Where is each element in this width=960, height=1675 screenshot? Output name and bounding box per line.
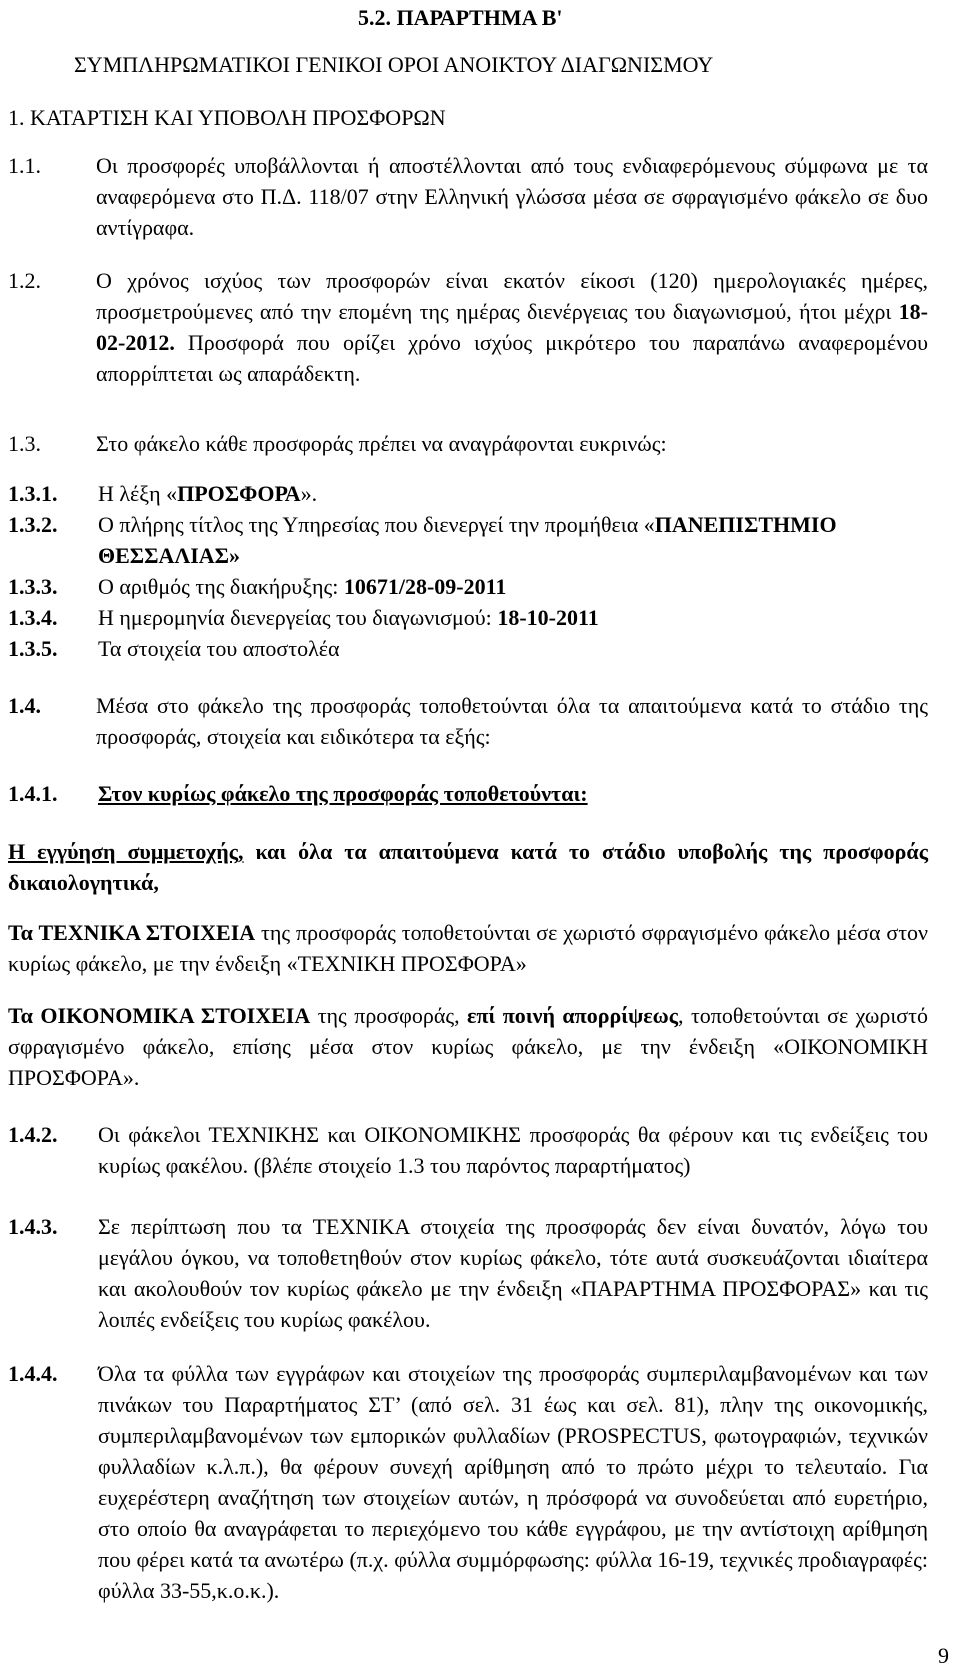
page-number: 9	[938, 1643, 949, 1668]
clause-number: 1.3.4.	[8, 605, 58, 630]
clause-text: Όλα τα φύλλα των εγγράφων και στοιχείων της προσφοράς συμπεριλαμβανομένων και των πινάκων του Παραρτήματος ΣΤ’ (από σελ. 31 έως και σελ. 81), πλην της οικονομικής, συμπεριλαμβανομένων των εμπορικών φυλλαδίων (PROSPECTUS, φωτογραφιών, τεχνικών φυλλαδίων κ.λ.π.), θα φέρουν συνεχή αρίθμηση από το πρώτο μέχρι το τελευταίο. Για ευχερέστερη αναζήτηση των στοιχείων αυτών, η πρόσφορά να συνοδεύεται από ευρετήριο, στο οποίο θα αναγράφεται το περιεχόμενο του κάθε εγγράφου, με την αντίστοιχη αρίθμηση που φέρει κατά τα ανωτέρω (π.χ. φύλλα συμμόρφωσης: φύλλα 16-19, τεχνικές προδιαγραφές: φύλλα 33-55,κ.ο.κ.).	[98, 1361, 928, 1603]
guarantee-paragraph: Η εγγύηση συμμετοχής, και όλα τα απαιτούμενα κατά το στάδιο υποβολής της προσφοράς δικαιολογητικά,	[8, 839, 928, 895]
clause-number: 1.1.	[8, 153, 41, 178]
clause-text: Οι φάκελοι ΤΕΧΝΙΚΗΣ και ΟΙΚΟΝΟΜΙΚΗΣ προσφοράς θα φέρουν και τις ενδείξεις του κυρίως φακέλου. (βλέπε στοιχείο 1.3 του παρόντος παραρτήματος)	[98, 1122, 928, 1178]
clause-1-4-2	[8, 1119, 928, 1181]
clause-1-3	[8, 428, 928, 459]
clause-number: 1.3.	[8, 431, 41, 456]
section-title: 1. ΚΑΤΑΡΤΙΣΗ ΚΑΙ ΥΠΟΒΟΛΗ ΠΡΟΣΦΟΡΩΝ	[8, 105, 446, 130]
clause-number: 1.2.	[8, 268, 41, 293]
clause-number: 1.3.1.	[8, 481, 58, 506]
clause-number: 1.4.	[8, 693, 41, 718]
clause-number: 1.4.1.	[8, 781, 58, 806]
clause-1-1	[8, 150, 928, 243]
clause-number: 1.4.2.	[8, 1122, 58, 1147]
clause-1-4-3	[8, 1211, 928, 1335]
clause-number: 1.3.5.	[8, 636, 58, 661]
technical-paragraph: Τα ΤΕΧΝΙΚΑ ΣΤΟΙΧΕΙΑ της προσφοράς τοποθετούνται σε χωριστό σφραγισμένο φάκελο μέσα στον κυρίως φάκελο, με την ένδειξη «ΤΕΧΝΙΚΗ ΠΡΟΣΦΟΡΑ»	[8, 920, 929, 976]
clause-text: Στο φάκελο κάθε προσφοράς πρέπει να αναγράφονται ευκρινώς:	[96, 431, 667, 456]
clause-1-3-1: 1.3.1. Η λέξη «ΠΡΟΣΦΟΡΑ».	[8, 478, 928, 509]
clause-1-2	[8, 265, 928, 389]
clause-text: Οι προσφορές υποβάλλονται ή αποστέλλονται από τους ενδιαφερόμενους σύμφωνα με τα αναφερόμενα στο Π.Δ. 118/07 στην Ελληνική γλώσσα μέσα σε σφραγισμένο φάκελο σε δυο αντίγραφα.	[96, 153, 928, 240]
clause-number: 1.4.4.	[8, 1361, 58, 1386]
clause-1-3-4: 1.3.4. Η ημερομηνία διενεργείας του διαγωνισμού: 18-10-2011	[8, 602, 928, 633]
clause-number: 1.4.3.	[8, 1214, 58, 1239]
clause-text: Μέσα στο φάκελο της προσφοράς τοποθετούνται όλα τα απαιτούμενα κατά το στάδιο της προσφοράς, στοιχεία και ειδικότερα τα εξής:	[96, 693, 928, 749]
validity-date: 18-02-2012.	[96, 299, 928, 355]
clause-1-3-2: 1.3.2. Ο πλήρης τίτλος της Υπηρεσίας που διενεργεί την προμήθεια «ΠΑΝΕΠΙΣΤΗΜΙΟ ΘΕΣΣΑΛΙΑΣ»	[8, 509, 928, 571]
clause-1-4	[8, 690, 928, 752]
clause-1-3-5: 1.3.5. Τα στοιχεία του αποστολέα	[8, 633, 928, 664]
clause-number: 1.3.3.	[8, 574, 58, 599]
clause-heading: Στον κυρίως φάκελο της προσφοράς τοποθετούνται:	[98, 781, 588, 806]
clause-text: Σε περίπτωση που τα ΤΕΧΝΙΚΑ στοιχεία της προσφοράς δεν είναι δυνατόν, λόγω του μεγάλου όγκου, να τοποθετηθούν στον κυρίως φάκελο, τότε αυτά συσκευάζονται ιδιαίτερα και ακολουθούν τον κυρίως φάκελο με την ένδειξη «ΠΑΡΑΡΤΗΜΑ ΠΡΟΣΦΟΡΑΣ» και τις λοιπές ενδείξεις του κυρίως φακέλου.	[98, 1214, 928, 1332]
clause-1-4-4	[8, 1358, 928, 1606]
terms-title: ΣΥΜΠΛΗΡΩΜΑΤΙΚΟΙ ΓΕΝΙΚΟΙ ΟΡΟΙ ΑΝΟΙΚΤΟΥ ΔΙΑΓΩΝΙΣΜΟΥ	[74, 52, 714, 77]
clause-number: 1.3.2.	[8, 512, 58, 537]
clause-1-4-1	[8, 778, 928, 809]
financial-paragraph: Τα ΟΙΚΟΝΟΜΙΚΑ ΣΤΟΙΧΕΙΑ της προσφοράς, επί ποινή απορρίψεως, τοποθετούνται σε χωριστό σφραγισμένο φάκελο, επίσης μέσα στον κυρίως φάκελο, με την ένδειξη «ΟΙΚΟΝΟΜΙΚΗ ΠΡΟΣΦΟΡΑ».	[8, 1003, 928, 1090]
clause-text: Ο χρόνος ισχύος των προσφορών είναι εκατόν είκοσι (120) ημερολογιακές ημέρες, προσμετρούμενες από την επομένη της ημέρας διενέργειας του διαγωνισμού, ήτοι μέχρι 18-02-2012. Προσφορά που ορίζει χρόνο ισχύος μικρότερο του παραπάνω αναφερομένου απορρίπτεται ως απαράδεκτη.	[96, 268, 928, 386]
clause-1-3-3: 1.3.3. Ο αριθμός της διακήρυξης: 10671/28-09-2011	[8, 571, 928, 602]
annex-title: 5.2. ΠΑΡΑΡΤΗΜΑ Β'	[358, 5, 563, 30]
